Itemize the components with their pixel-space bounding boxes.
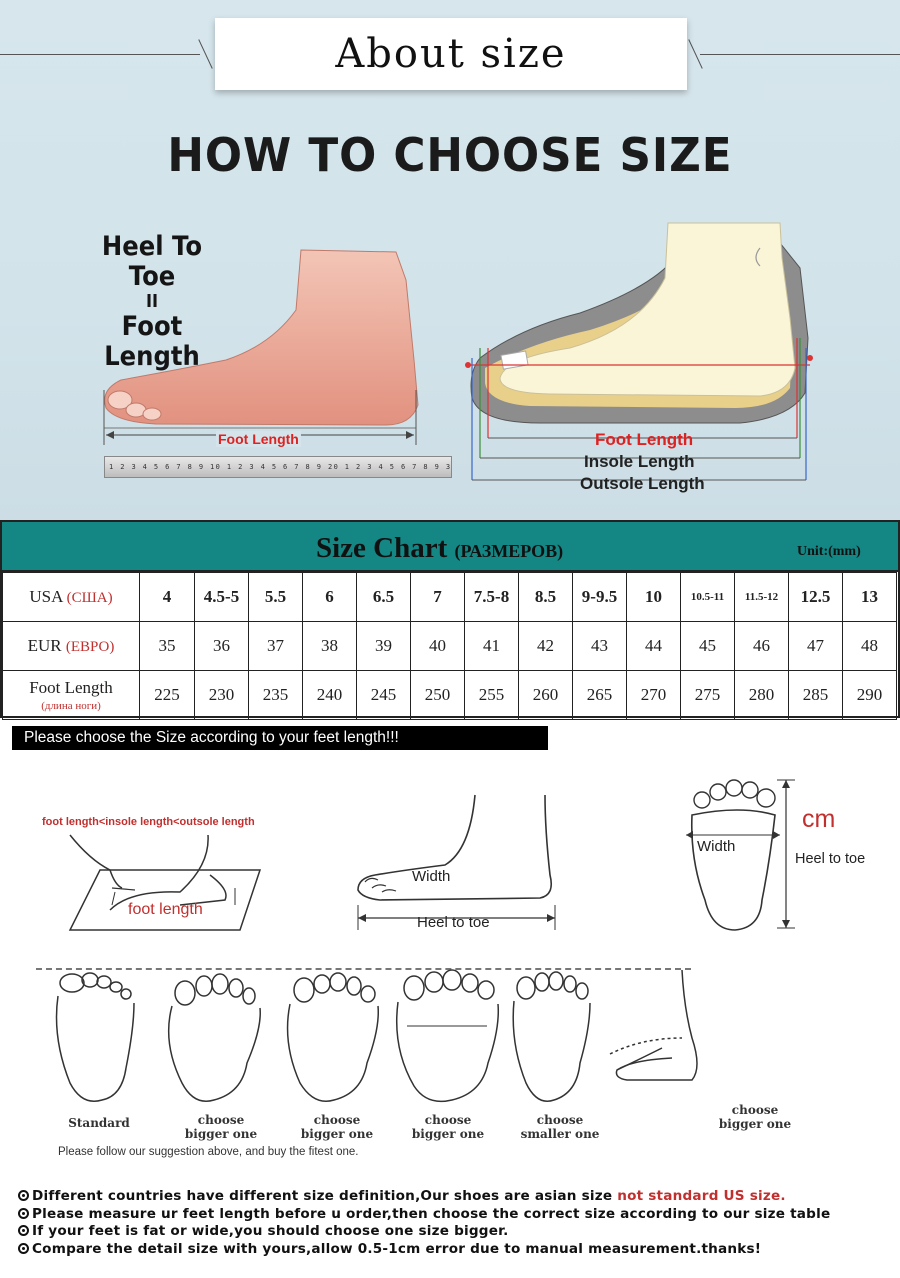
bare-foot-illustration: [96, 240, 426, 455]
divider-right: [700, 54, 900, 55]
foot-type-wide-front: [169, 974, 261, 1101]
size-row-label-ru: (длина ноги): [41, 700, 101, 712]
foot-type-label: [282, 1113, 392, 1141]
size-cell: 13: [843, 573, 897, 622]
foot-type-label-line2: bigger one: [718, 1117, 792, 1131]
divider-slash-left: [198, 39, 212, 68]
size-cell: 39: [357, 622, 411, 671]
foot-type-label: [44, 1116, 154, 1130]
outsole-length-label: Outsole Length: [580, 474, 705, 493]
size-cell: 11.5-12: [735, 573, 789, 622]
bullet-icon: [18, 1190, 29, 1201]
size-cell: 35: [140, 622, 195, 671]
foot-length-diagram-label: foot length: [128, 901, 203, 918]
size-chart-title: [316, 532, 563, 565]
size-cell: 250: [411, 671, 465, 720]
choose-size-note: Please choose the Size according to your feet length!!!: [12, 726, 548, 750]
size-note-text: Different countries have different size definition,Our shoes are asian size: [32, 1188, 618, 1204]
size-cell: 7: [411, 573, 465, 622]
sole-width-label: Width: [697, 838, 736, 855]
foot-type-label: [166, 1113, 276, 1141]
bullet-icon: [18, 1208, 29, 1219]
left-foot-length-label: Foot Length: [218, 431, 299, 447]
size-cell: 8.5: [519, 573, 573, 622]
size-cell: 42: [519, 622, 573, 671]
suggestion-text: Please follow our suggestion above, and buy the fitest one.: [58, 1146, 359, 1158]
size-cell: 245: [357, 671, 411, 720]
size-note-text: Please measure ur feet length before u order,then choose the correct size according to our size table: [32, 1205, 831, 1222]
foot-type-wide: [397, 970, 499, 1101]
size-note-text: Compare the detail size with yours,allow 0.5-1cm error due to manual measurement.thanks!: [32, 1240, 762, 1257]
size-cell: 265: [573, 671, 627, 720]
size-cell: 280: [735, 671, 789, 720]
size-chart-unit: Unit:(mm): [797, 544, 861, 559]
sole-heel-to-toe-label: Heel to toe: [795, 851, 866, 867]
size-row-header: [3, 671, 140, 720]
size-cell: 260: [519, 671, 573, 720]
size-cell: 7.5-8: [465, 573, 519, 622]
insole-length-label: Insole Length: [584, 452, 695, 471]
size-chart-title-ru: (РАЗМЕРОВ): [454, 541, 564, 561]
bullet-icon: [18, 1243, 29, 1254]
size-cell: 275: [681, 671, 735, 720]
foot-type-label-line1: choose: [424, 1113, 472, 1127]
foot-type-label-line1: choose: [536, 1113, 584, 1127]
foot-type-high-instep: [288, 973, 379, 1101]
ruler-digits: 1 2 3 4 5 6 7 8 9 10 1 2 3 4 5 6 7 8 9 20 1 2 3 4 5 6 7 8 9 3: [109, 463, 452, 471]
cm-measure-arrow: [775, 778, 797, 930]
size-row-label-ru: (ЕВРО): [65, 639, 115, 655]
foot-type-label-line2: bigger one: [184, 1127, 258, 1141]
foot-type-label-line2: smaller one: [520, 1127, 600, 1141]
size-cell: 290: [843, 671, 897, 720]
size-guide-banner: [0, 0, 900, 520]
size-cell: 47: [789, 622, 843, 671]
size-cell: 6: [303, 573, 357, 622]
size-cell: 10.5-11: [681, 573, 735, 622]
heel-to-toe-label: Heel to toe: [417, 914, 490, 931]
size-cell: 5.5: [249, 573, 303, 622]
size-row-header: [3, 622, 140, 671]
size-note: [18, 1241, 888, 1259]
width-label: Width: [412, 868, 451, 885]
size-row-label: Foot Length: [29, 678, 113, 697]
foot-types-illustration: [42, 968, 702, 1108]
size-cell: 12.5: [789, 573, 843, 622]
size-cell: 230: [195, 671, 249, 720]
size-row-label: USA: [29, 587, 63, 606]
size-row: [3, 671, 897, 720]
shoe-foot-length-label: Foot Length: [595, 430, 694, 449]
size-cell: 4.5-5: [195, 573, 249, 622]
size-row: [3, 573, 897, 622]
foot-type-label: [393, 1113, 503, 1141]
size-cell: 285: [789, 671, 843, 720]
size-cell: 44: [627, 622, 681, 671]
foot-type-narrow: [513, 972, 590, 1101]
cm-label: cm: [802, 805, 836, 833]
size-cell: 40: [411, 622, 465, 671]
size-cell: 38: [303, 622, 357, 671]
heel-to-toe-text: Heel To Toe: [101, 231, 203, 292]
foot-type-label-line1: choose: [313, 1113, 361, 1127]
size-cell: 255: [465, 671, 519, 720]
size-chart-title-text: Size Chart: [316, 532, 448, 564]
size-chart-grid: [2, 572, 897, 720]
foot-length-text: Foot Length: [104, 311, 200, 372]
how-to-choose-title: HOW TO CHOOSE SIZE: [167, 128, 733, 182]
size-cell: 225: [140, 671, 195, 720]
size-cell: 10: [627, 573, 681, 622]
size-row: [3, 622, 897, 671]
size-cell: 45: [681, 622, 735, 671]
size-row-label: EUR: [27, 636, 62, 655]
foot-type-standard: [57, 973, 135, 1101]
foot-type-label-line1: choose: [731, 1103, 779, 1117]
size-cell: 48: [843, 622, 897, 671]
size-note: [18, 1188, 888, 1206]
size-row-label-ru: (США): [66, 590, 113, 606]
size-chart-header: [2, 522, 898, 572]
foot-type-label-line1: choose: [197, 1113, 245, 1127]
foot-type-label-line2: bigger one: [411, 1127, 485, 1141]
size-cell: 9-9.5: [573, 573, 627, 622]
size-cell: 270: [627, 671, 681, 720]
size-note-text: If your feet is fat or wide,you should choose one size bigger.: [32, 1223, 509, 1239]
size-cell: 240: [303, 671, 357, 720]
foot-type-label-line1: Standard: [68, 1116, 130, 1130]
size-note: [18, 1206, 888, 1224]
foot-type-high-arch: [610, 970, 697, 1080]
size-cell: 43: [573, 622, 627, 671]
size-row-header: [3, 573, 140, 622]
size-cell: 6.5: [357, 573, 411, 622]
size-cell: 41: [465, 622, 519, 671]
foot-on-paper-illustration: [40, 830, 280, 940]
size-notes-list: [18, 1188, 888, 1258]
measure-caption: foot length<insole length<outsole length: [42, 816, 255, 828]
size-cell: 4: [140, 573, 195, 622]
ruler: [104, 456, 452, 478]
foot-type-label: [505, 1113, 615, 1141]
size-cell: 36: [195, 622, 249, 671]
size-cell: 37: [249, 622, 303, 671]
bullet-icon: [18, 1225, 29, 1236]
equals-mark: II: [145, 291, 159, 312]
about-size-title: About size: [215, 18, 687, 90]
foot-type-label-line2: bigger one: [300, 1127, 374, 1141]
size-chart-table: [0, 520, 900, 718]
divider-left: [0, 54, 200, 55]
size-cell: 46: [735, 622, 789, 671]
size-note: [18, 1223, 888, 1241]
size-cell: 235: [249, 671, 303, 720]
foot-type-label: [700, 1103, 810, 1131]
size-note-highlight: not standard US size.: [617, 1188, 786, 1204]
